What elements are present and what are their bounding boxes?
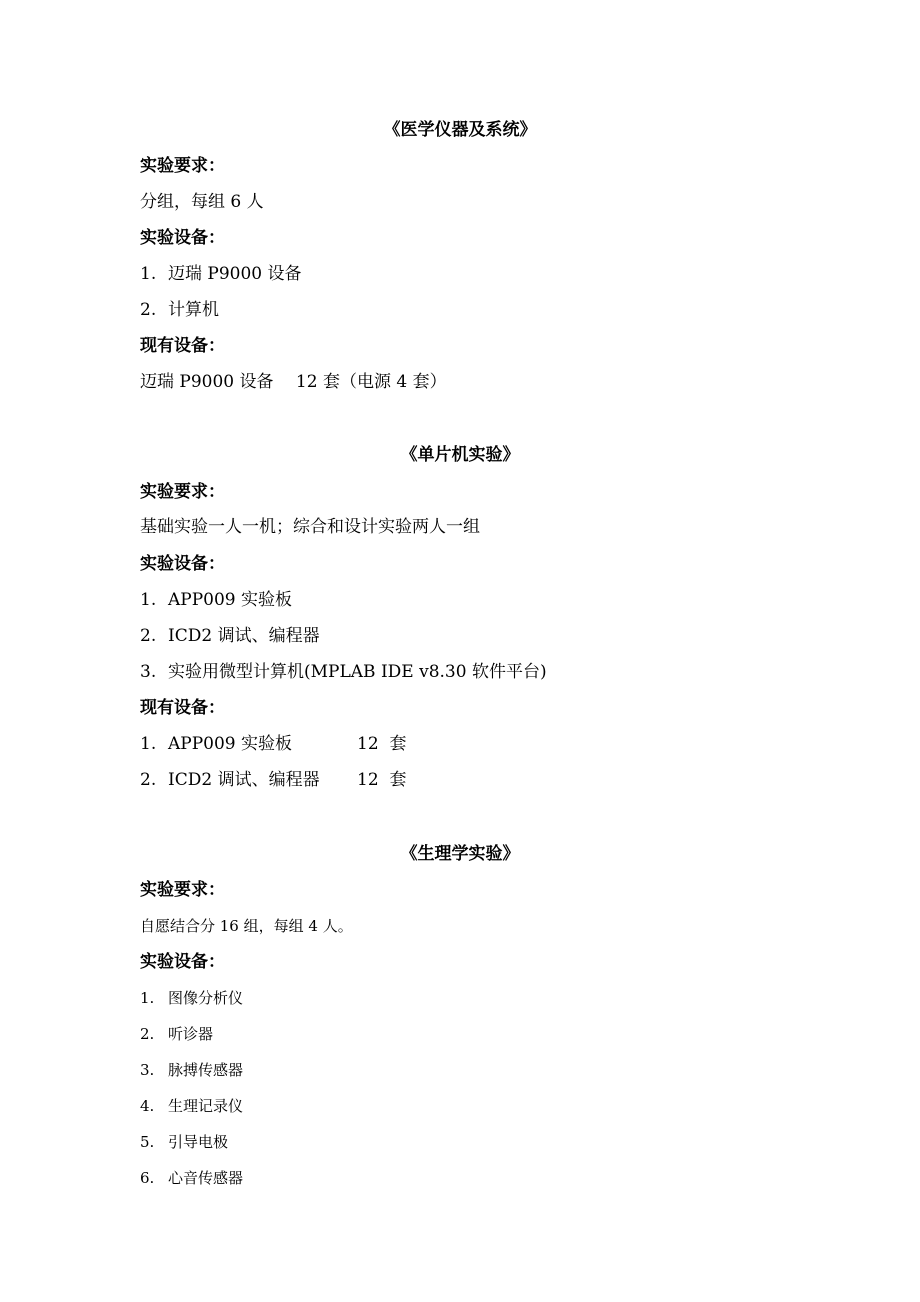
item-text: 迈瑞 P9000 设备: [168, 264, 302, 284]
requirements-text: 自愿结合分 16 组，每组 4 人。: [140, 917, 353, 935]
item-text: ICD2 调试、编程器: [168, 626, 320, 646]
equipment-item: [140, 987, 243, 1009]
item-text: APP009 实验板: [168, 590, 293, 610]
equipment-item: [140, 625, 320, 647]
equipment-item: [140, 1131, 228, 1153]
item-number: 2.: [140, 770, 157, 790]
requirements-text: 基础实验一人一机；综合和设计实验两人一组: [140, 517, 480, 537]
equipment-item: [140, 589, 292, 611]
equipment-item: [140, 1167, 243, 1189]
existing-equipment-item: [140, 733, 292, 755]
item-count: 12 套: [357, 770, 407, 790]
item-number: 5.: [140, 1133, 155, 1151]
item-number: 3.: [140, 1061, 155, 1079]
item-text: 图像分析仪: [168, 989, 244, 1007]
item-number: 2.: [140, 626, 157, 646]
section-title-physiology: 《生理学实验》: [400, 844, 520, 864]
item-number: 1.: [140, 590, 157, 610]
item-number: 2.: [140, 300, 157, 320]
item-number: 6.: [140, 1169, 155, 1187]
existing-equipment-heading: 现有设备：: [140, 336, 225, 356]
item-number: 1.: [140, 989, 155, 1007]
item-number: 3.: [140, 662, 157, 682]
existing-equipment-item: [140, 769, 320, 791]
item-text: APP009 实验板: [168, 734, 293, 754]
section-title-medical-instruments: 《医学仪器及系统》: [383, 120, 537, 140]
item-text: 生理记录仪: [168, 1097, 244, 1115]
item-number: 1.: [140, 734, 157, 754]
item-count: 12 套: [357, 734, 407, 754]
equipment-item: [140, 1023, 213, 1045]
equipment-item: [140, 1095, 243, 1117]
item-text: 听诊器: [168, 1025, 214, 1043]
item-text: 心音传感器: [168, 1169, 244, 1187]
requirements-text: 分组，每组 6 人: [140, 192, 264, 212]
existing-equipment-text: 迈瑞 P9000 设备 12 套（电源 4 套）: [140, 372, 447, 392]
equipment-item: [140, 263, 302, 285]
item-text: ICD2 调试、编程器: [168, 770, 320, 790]
item-number: 1.: [140, 264, 157, 284]
requirements-heading: 实验要求：: [140, 156, 225, 176]
equipment-item: [140, 299, 219, 321]
equipment-heading: 实验设备：: [140, 228, 225, 248]
existing-equipment-heading: 现有设备：: [140, 698, 225, 718]
equipment-item: [140, 661, 547, 683]
equipment-item: [140, 1059, 243, 1081]
item-number: 4.: [140, 1097, 155, 1115]
requirements-heading: 实验要求：: [140, 880, 225, 900]
item-text: 引导电极: [168, 1133, 229, 1151]
section-title-microcontroller: 《单片机实验》: [400, 445, 520, 465]
equipment-heading: 实验设备：: [140, 952, 225, 972]
requirements-heading: 实验要求：: [140, 482, 225, 502]
item-text: 实验用微型计算机(MPLAB IDE v8.30 软件平台): [168, 662, 547, 682]
equipment-heading: 实验设备：: [140, 554, 225, 574]
item-number: 2.: [140, 1025, 155, 1043]
item-text: 脉搏传感器: [168, 1061, 244, 1079]
item-text: 计算机: [168, 300, 219, 320]
